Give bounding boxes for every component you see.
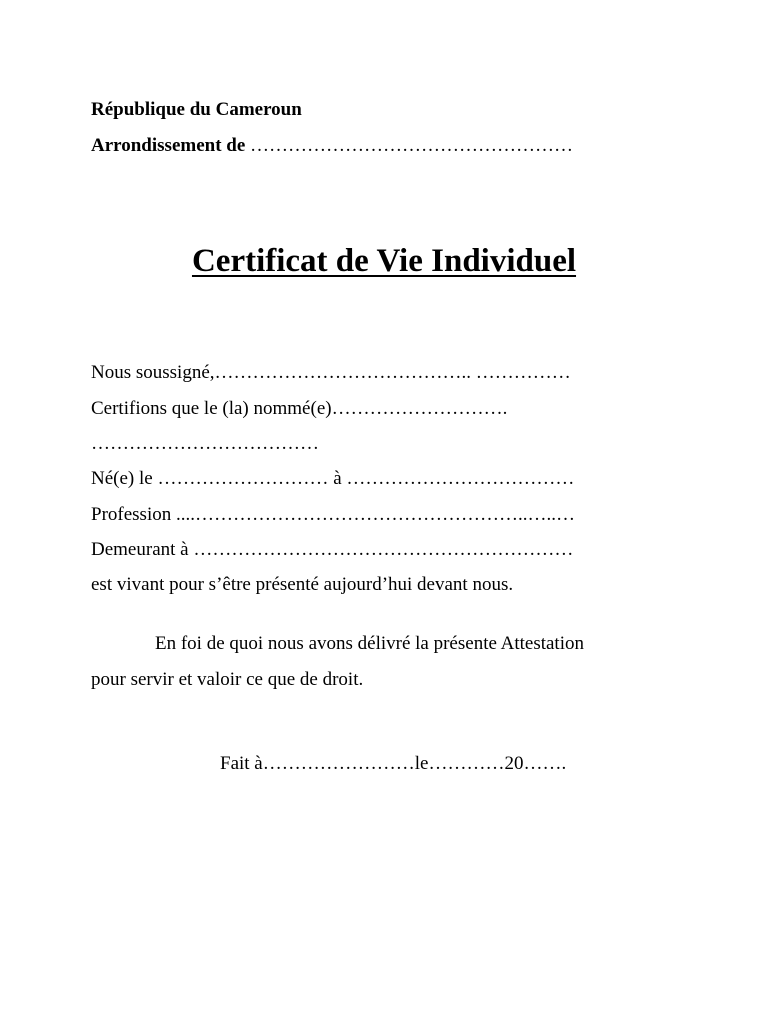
undersigned-line: Nous soussigné,………………………………….. ……………	[91, 362, 571, 383]
document-title-text: Certificat de Vie Individuel	[191, 243, 577, 279]
attestation-line-1: En foi de quoi nous avons délivré la présente Attestation	[155, 633, 584, 654]
named-continuation-line: ………………………………	[91, 433, 319, 454]
district-blank: ……………………………………………	[250, 135, 574, 156]
profession-line: Profession ....……………………………………………..…..…	[91, 504, 575, 525]
country-heading: République du Cameroun	[91, 99, 302, 120]
birth-line: Né(e) le ……………………… à ………………………………	[91, 468, 575, 489]
district-line	[91, 134, 573, 158]
residence-line: Demeurant à ……………………………………………………	[91, 539, 574, 560]
district-label: Arrondissement de	[91, 135, 246, 156]
place-date-line: Fait à……………………le…………20…….	[220, 753, 567, 774]
attestation-line-2: pour servir et valoir ce que de droit.	[91, 669, 364, 690]
document-title	[0, 241, 768, 281]
certify-named-line: Certifions que le (la) nommé(e)……………………….	[91, 398, 508, 419]
alive-statement-line: est vivant pour s’être présenté aujourd’hui devant nous.	[91, 574, 514, 595]
